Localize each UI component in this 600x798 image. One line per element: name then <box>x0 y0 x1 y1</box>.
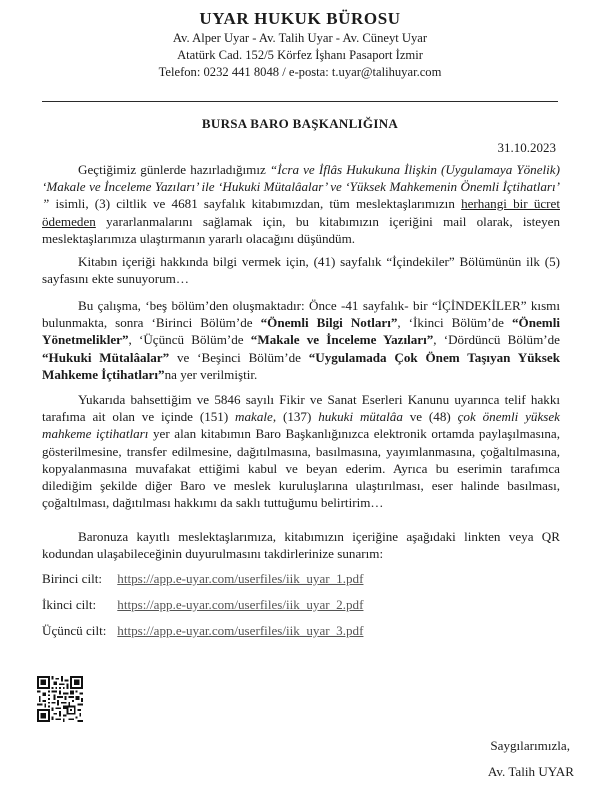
intro-text-2: isimli, (3) ciltlik ve 4681 sayfalık kitabımızdan, tüm meslektaşlarımızın <box>49 196 462 212</box>
paragraph-intro <box>42 161 560 247</box>
volume-2-link[interactable]: https://app.e-uyar.com/userfiles/iik_uyar_2.pdf <box>117 597 364 612</box>
book-title: “İcra ve İflâs Hukukuna İlişkin (Uygulamaya Yönelik) ‘Makale ve İnceleme Yazıları’ ile ‘Hukuki Mütalâalar’ ve ‘Yüksek Mahkemenin Önemli İçtihatları’ ” <box>42 162 560 212</box>
firm-address: Atatürk Cad. 152/5 Körfez İşhanı Pasaport İzmir <box>177 48 423 62</box>
paragraph-copyright <box>42 391 560 511</box>
firm-contact: Telefon: 0232 441 8048 / e-posta: t.uyar@talihuyar.com <box>158 65 442 79</box>
signature-name: Av. Talih UYAR <box>487 764 574 779</box>
rulings-term: çok önemli yüksek mahkeme içtihatları <box>42 409 560 442</box>
copyright-text-1: Yukarıda bahsettiğim ve 5846 sayılı Fikir ve Sanat Eserleri Kanunu uyarınca telif hakkı tarafıma ait olan ve içinde (151) <box>42 392 560 425</box>
intro-text-3: yararlanmalarını sağlamak için, bu kitabımızın içeriğini mail olarak, isteyen meslektaşlarımıza ulaştırmanın yararlı olacağını düşündüm. <box>42 213 560 246</box>
closing-greeting: Saygılarımızla, <box>490 738 570 753</box>
opinions-term: hukuki mütalâa <box>318 409 403 425</box>
paragraph-sections <box>42 297 560 383</box>
download-links <box>42 571 363 649</box>
paragraph-contents <box>42 253 560 287</box>
request-text: Baronuza kayıtlı meslektaşlarımıza, kitabımızın içeriğine aşağıdaki linkten veya QR kodundan ulaşabileceğinin duyurulmasını takdirlerinize sunarım: <box>42 529 560 562</box>
recipient-heading: BURSA BARO BAŞKANLIĞINA <box>201 116 399 131</box>
volume-label: İkinci cilt: <box>42 597 97 612</box>
firm-name: UYAR HUKUK BÜROSU <box>199 9 401 28</box>
sections-text-2: , ‘İkinci Bölüm’de <box>397 315 512 331</box>
contents-text: Kitabın içeriği hakkında bilgi vermek için, (41) sayfalık “İçindekiler” Bölümünün ilk (5) sayfasını ekte sunuyorum… <box>42 254 560 287</box>
lawyer-names: Av. Alper Uyar - Av. Talih Uyar - Av. Cüneyt Uyar <box>172 31 428 45</box>
qr-code-icon[interactable] <box>37 676 83 722</box>
volume-1-link[interactable]: https://app.e-uyar.com/userfiles/iik_uyar_1.pdf <box>117 571 364 586</box>
header-divider <box>42 101 558 102</box>
section-5-title: “Uygulamada Çok Önem Taşıyan Yüksek Mahkeme İçtihatları” <box>42 349 560 382</box>
letterhead <box>0 8 600 81</box>
copyright-text-3: ve (48) <box>402 409 458 425</box>
link-row <box>42 571 363 597</box>
copyright-text-2: , (137) <box>272 409 319 425</box>
paragraph-request <box>42 528 560 562</box>
intro-text-1: Geçtiğimiz günlerde hazırladığımız <box>78 162 270 177</box>
copyright-text-4: yer alan kitabımın Baro Başkanlığınızca elektronik ortamda paylaşılmasına, gösterilmesine, transfer edilmesine, dağıtılmasına, basılmasına, yayımlanmasına, çoğaltılmasına, kopyalanmasına muvafakat ettiğimi kabul ve beyan ederim. Ayrıca bu eserimin tarafımca dilediğim şekilde diğer Baro ve meslek kuruluşlarına ulaştırılması, eser halinde basılması, çoğaltılması, dağıtılması hakkımı da saklı tuttuğumu belirtirim… <box>42 426 560 511</box>
section-1-title: “Önemli Bilgi Notları” <box>260 315 398 331</box>
letter-date: 31.10.2023 <box>497 140 556 155</box>
volume-label: Üçüncü cilt: <box>42 623 107 638</box>
articles-term: makale <box>235 409 273 425</box>
volume-label: Birinci cilt: <box>42 571 103 586</box>
link-row <box>42 597 363 623</box>
sections-text-6: na yer verilmiştir. <box>164 366 258 382</box>
sections-text-4: , ‘Dördüncü Bölüm’de <box>433 332 560 348</box>
free-of-charge-note: herhangi bir ücret ödemeden <box>42 196 560 229</box>
link-row <box>42 623 363 649</box>
sections-text-5: ve ‘Beşinci Bölüm’de <box>169 349 309 365</box>
section-2-title: “Önemli Yönetmelikler” <box>42 315 560 348</box>
section-4-title: “Hukuki Mütalâalar” <box>42 349 170 365</box>
sections-text-3: , ‘Üçüncü Bölüm’de <box>128 332 251 348</box>
sections-text-1: Bu çalışma, ‘beş bölüm’den oluşmaktadır: Önce -41 sayfalık- bir “İÇİNDEKİLER” kısmı bulunmakta, sonra ‘Birinci Bölüm’de <box>42 298 560 331</box>
volume-3-link[interactable]: https://app.e-uyar.com/userfiles/iik_uyar_3.pdf <box>117 623 364 638</box>
section-3-title: “Makale ve İnceleme Yazıları” <box>250 332 434 348</box>
